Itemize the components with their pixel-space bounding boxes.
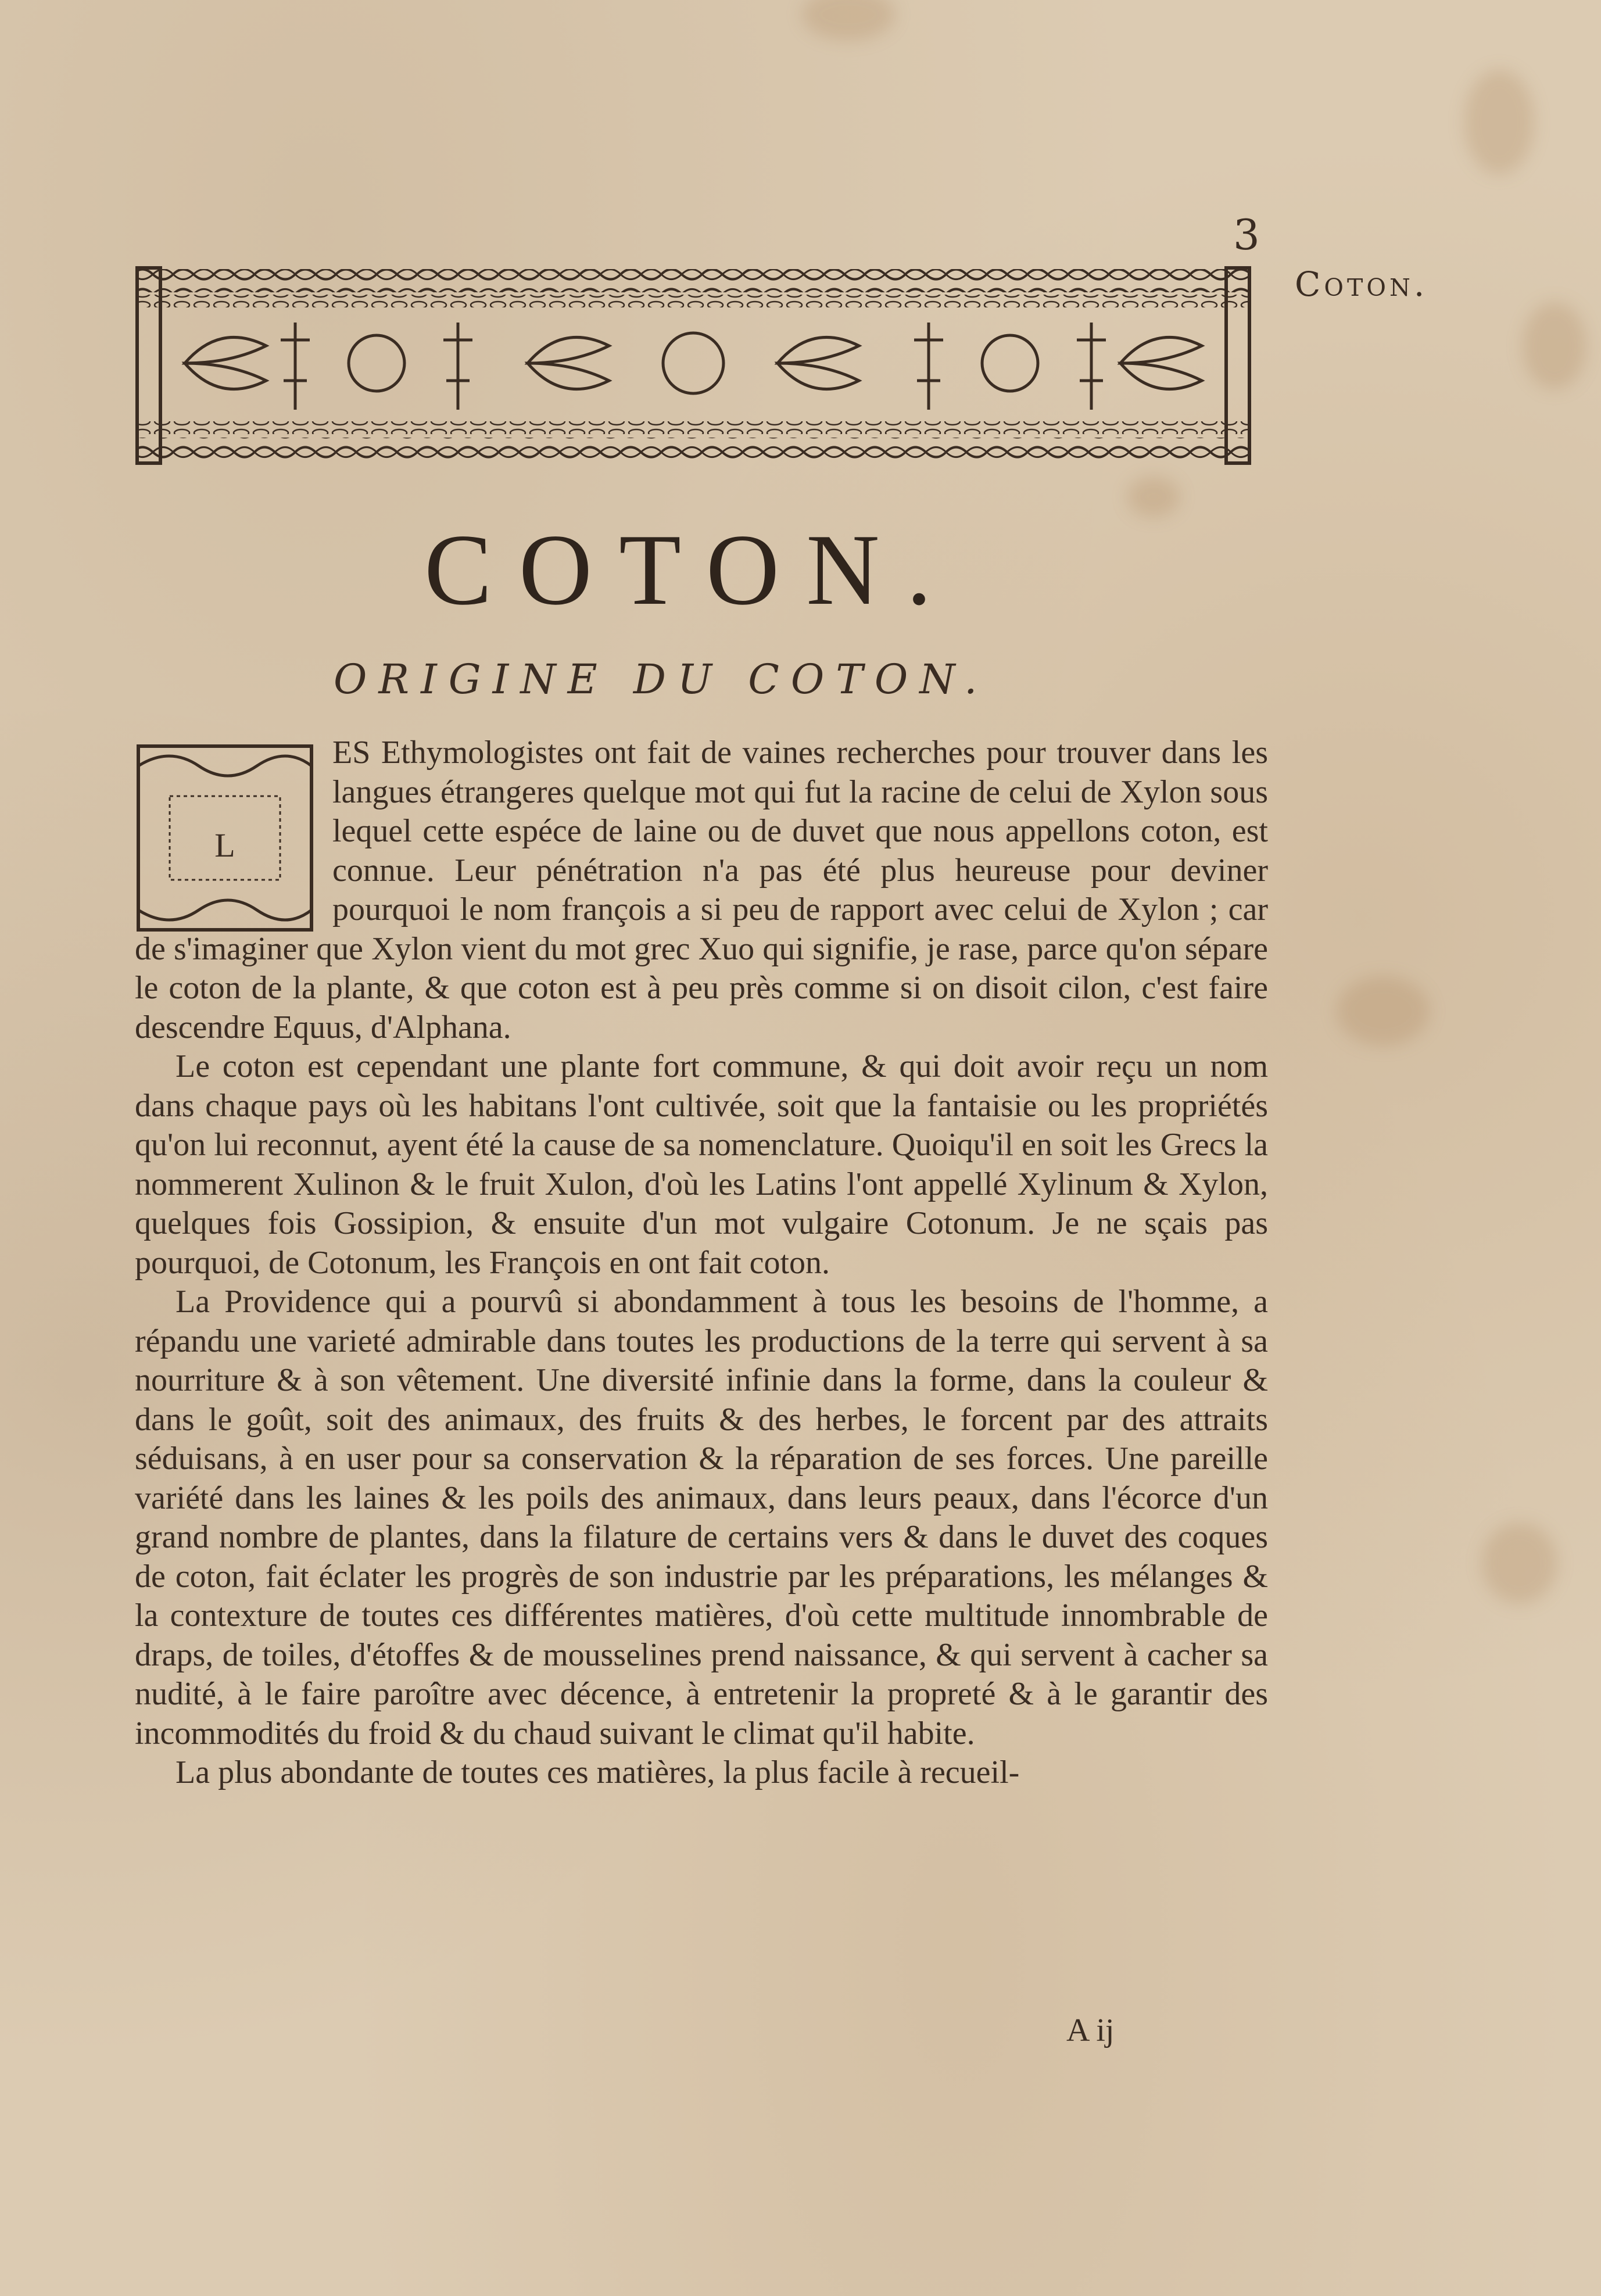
body-text — [135, 733, 1268, 1793]
signature-mark: A ij — [1066, 2012, 1115, 2048]
running-head: Coton. — [1295, 264, 1428, 304]
paper-stain — [1523, 302, 1586, 389]
paper-stain — [1337, 976, 1430, 1046]
paper-stain — [1127, 477, 1180, 517]
paper-stain — [1464, 70, 1534, 174]
ornamental-headpiece — [132, 264, 1254, 468]
paper-stain — [802, 0, 895, 41]
page-number: 3 — [1233, 210, 1260, 259]
paragraph: La Providence qui a pourvû si abondamment à tous les besoins de l'homme, a répandu une varieté admirable dans toutes les productions de la terre qui servent à sa nourriture & à son vêtement. Une diversité infinie dans la forme, dans la couleur & dans le goût, soit des animaux, des fruits & des herbes, le forcent par des attraits séduisans, à en user pour sa conservation & la réparation de ses forces. Une pareille variété dans les laines & les poils des animaux, dans leurs peaux, dans l'écorce d'un grand nombre de plantes, dans la filature de certains vers & dans le duvet des coques de coton, fait éclater les progrès de son industrie par les préparations, les mélanges & la contexture de toutes ces différentes matières, d'où cette multitude innombrable de draps, de toiles, d'étoffes & de mousselines prend naissance, & qui servent à cacher sa nudité, à le faire paroître avec décence, à entretenir la propreté & à le garantir des incommodités du froid & du chaud suivant le climat qu'il habite. — [135, 1284, 1268, 1751]
paragraph: La plus abondante de toutes ces matières, la plus facile à recueil- — [175, 1754, 1020, 1790]
initial-letter: L — [214, 826, 235, 864]
paragraph: Le coton est cependant une plante fort commune, & qui doit avoir reçu un nom dans chaque pays où les habitans l'ont cultivée, soit que la fantaisie ou les propriétés qu'on lui reconnut, ayent été la cause de sa nomenclature. Quoiqu'il en soit les Grecs la nommerent Xulinon & le fruit Xulon, d'où les Latins l'ont appellé Xylinum & Xylon, quelques fois Gossipion, & ensuite d'un mot vulgaire Cotonum. Je ne sçais pas pourquoi, de Cotonum, les François en ont fait coton. — [135, 1048, 1268, 1281]
paragraph: ES Ethymologistes ont fait de vaines recherches pour trouver dans les langues étrangeres quelque mot qui fut la racine de celui de Xylon sous lequel cette espéce de laine ou de duvet que nous appellons coton, est connue. Leur pénétration n'a pas été plus heureuse pour deviner pourquoi le nom françois a si peu de rapport avec celui de Xylon ; car de s'imaginer que Xylon vient du mot grec Xuo qui signifie, je rase, parce qu'on sépare le coton de la plante, & que coton est à peu près comme si on disoit cilon, c'est faire descendre Equus, d'Alphana. — [135, 735, 1268, 1045]
page-title: COTON. — [424, 513, 959, 626]
paper-stain — [1482, 1523, 1557, 1604]
section-heading: ORIGINE DU COTON. — [334, 656, 989, 703]
